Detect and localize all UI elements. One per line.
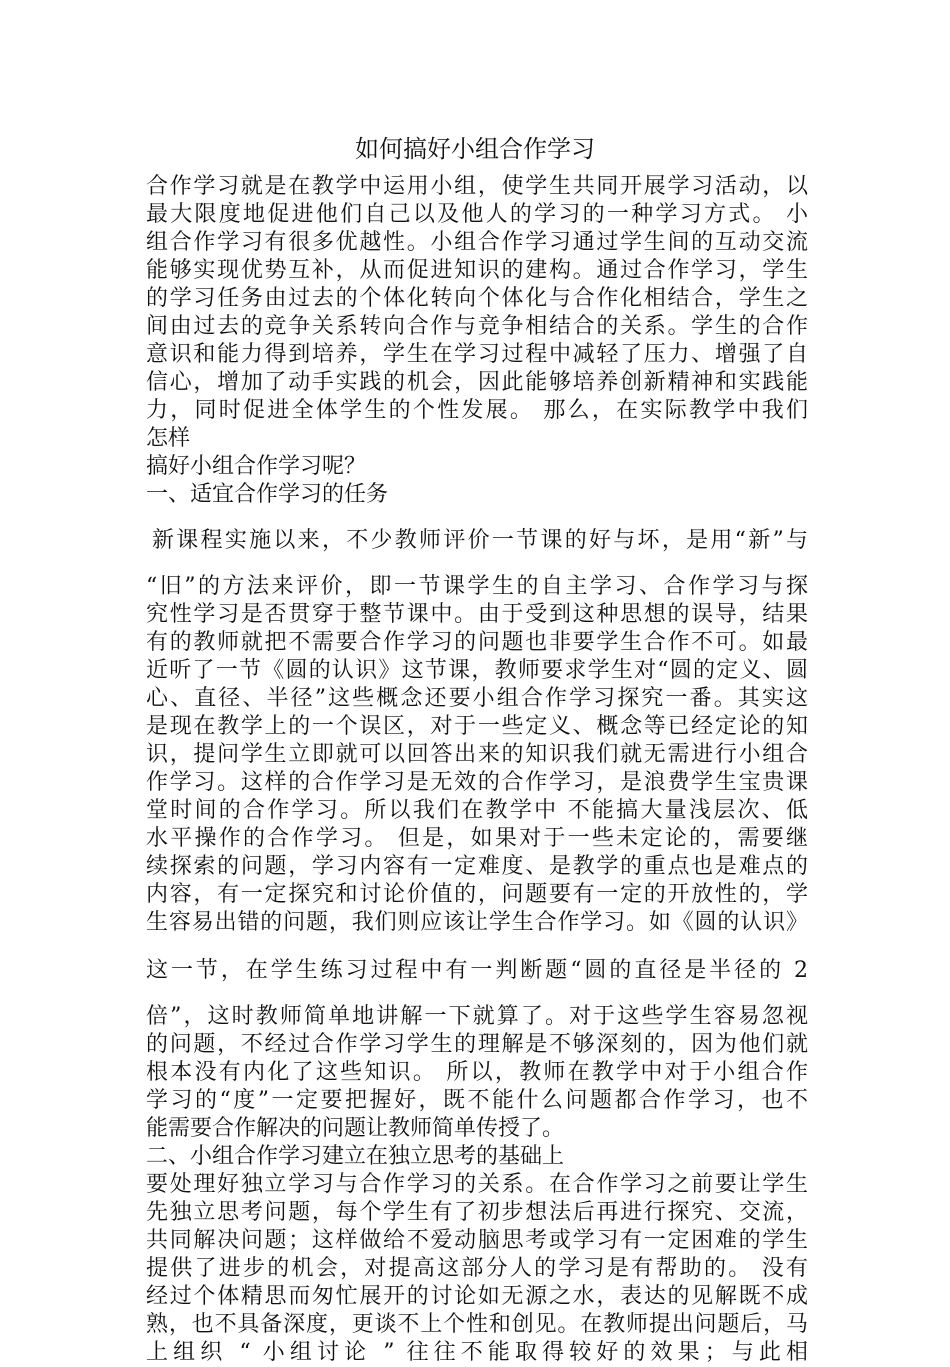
paragraph-line: 有的教师就把不需要合作学习的问题也非要学生合作不可。如最 <box>146 630 808 655</box>
paragraph-line: 水平操作的合作学习。 但是，如果对于一些未定论的，需要继 <box>146 826 808 851</box>
paragraph-line: 生容易出错的问题，我们则应该让学生合作学习。如《圆的认识》 <box>146 910 808 935</box>
paragraph-line: 间由过去的竞争关系转向合作与竞争相结合的关系。学生的合作 <box>146 314 808 339</box>
paragraph-line: “旧”的方法来评价，即一节课学生的自主学习、合作学习与探 <box>146 574 808 599</box>
section-heading: 一、适宜合作学习的任务 <box>146 482 389 507</box>
paragraph-line: 意识和能力得到培养，学生在学习过程中减轻了压力、增强了自 <box>146 342 808 367</box>
document-title: 如何搞好小组合作学习 <box>355 135 595 163</box>
paragraph-line: 共同解决问题；这样做给不爱动脑思考或学习有一定困难的学生 <box>146 1228 808 1253</box>
paragraph-line: 新课程实施以来，不少教师评价一节课的好与坏，是用“新”与 <box>152 528 808 553</box>
paragraph-line: 搞好小组合作学习呢？ <box>146 454 367 479</box>
paragraph-line: 这一节，在学生练习过程中有一判断题“圆的直径是半径的 2 <box>146 958 808 983</box>
paragraph-line: 堂时间的合作学习。所以我们在教学中 不能搞大量浅层次、低 <box>146 798 808 823</box>
paragraph-line: 的问题，不经过合作学习学生的理解是不够深刻的，因为他们就 <box>146 1032 808 1057</box>
paragraph-line: 识，提问学生立即就可以回答出来的知识我们就无需进行小组合 <box>146 742 808 767</box>
paragraph-line: 作学习。这样的合作学习是无效的合作学习，是浪费学生宝贵课 <box>146 770 808 795</box>
paragraph-line: 续探索的问题，学习内容有一定难度、是教学的重点也是难点的 <box>146 854 808 879</box>
paragraph-line: 根本没有内化了这些知识。 所以，教师在教学中对于小组合作 <box>146 1060 808 1085</box>
paragraph-line: 近听了一节《圆的认识》这节课，教师要求学生对“圆的定义、圆 <box>146 658 808 683</box>
paragraph-line: 的学习任务由过去的个体化转向个体化与合作化相结合，学生之 <box>146 286 808 311</box>
paragraph-line: 熟，也不具备深度，更谈不上个性和创见。在教师提出问题后，马 <box>146 1312 808 1337</box>
paragraph-line: 内容，有一定探究和讨论价值的，问题要有一定的开放性的，学 <box>146 882 808 907</box>
paragraph-line: 是现在教学上的一个误区，对于一些定义、概念等已经定论的知 <box>146 714 808 739</box>
paragraph-line: 上组织 “ 小组讨论 ” 往往不能取得较好的效果；与此相 <box>146 1340 808 1365</box>
paragraph-line: 要处理好独立学习与合作学习的关系。在合作学习之前要让学生 <box>146 1172 808 1197</box>
paragraph-line: 经过个体精思而匆忙展开的讨论如无源之水，表达的见解既不成 <box>146 1284 808 1309</box>
paragraph-line: 力，同时促进全体学生的个性发展。 那么，在实际教学中我们 <box>146 398 808 423</box>
section-heading: 二、小组合作学习建立在独立思考的基础上 <box>146 1144 565 1169</box>
paragraph-line: 能需要合作解决的问题让教师简单传授了。 <box>146 1116 565 1141</box>
paragraph-line: 能够实现优势互补，从而促进知识的建构。通过合作学习，学生 <box>146 258 808 283</box>
paragraph-line: 最大限度地促进他们自己以及他人的学习的一种学习方式。 小 <box>146 202 808 227</box>
paragraph-line: 怎样 <box>146 426 191 451</box>
paragraph-line: 究性学习是否贯穿于整节课中。由于受到这种思想的误导，结果 <box>146 602 808 627</box>
paragraph-line: 信心，增加了动手实践的机会，因此能够培养创新精神和实践能 <box>146 370 808 395</box>
paragraph-line: 学习的“度”一定要把握好，既不能什么问题都合作学习，也不 <box>146 1088 808 1113</box>
paragraph-line: 先独立思考问题，每个学生有了初步想法后再进行探究、交流， <box>146 1200 808 1225</box>
paragraph-line: 合作学习就是在教学中运用小组，使学生共同开展学习活动，以 <box>146 174 808 199</box>
paragraph-line: 组合作学习有很多优越性。小组合作学习通过学生间的互动交流 <box>146 230 808 255</box>
paragraph-line: 提供了进步的机会，对提高这部分人的学习是有帮助的。 没有 <box>146 1256 808 1281</box>
paragraph-line: 心、直径、半径”这些概念还要小组合作学习探究一番。其实这 <box>146 686 808 711</box>
paragraph-line: 倍”，这时教师简单地讲解一下就算了。对于这些学生容易忽视 <box>146 1004 808 1029</box>
